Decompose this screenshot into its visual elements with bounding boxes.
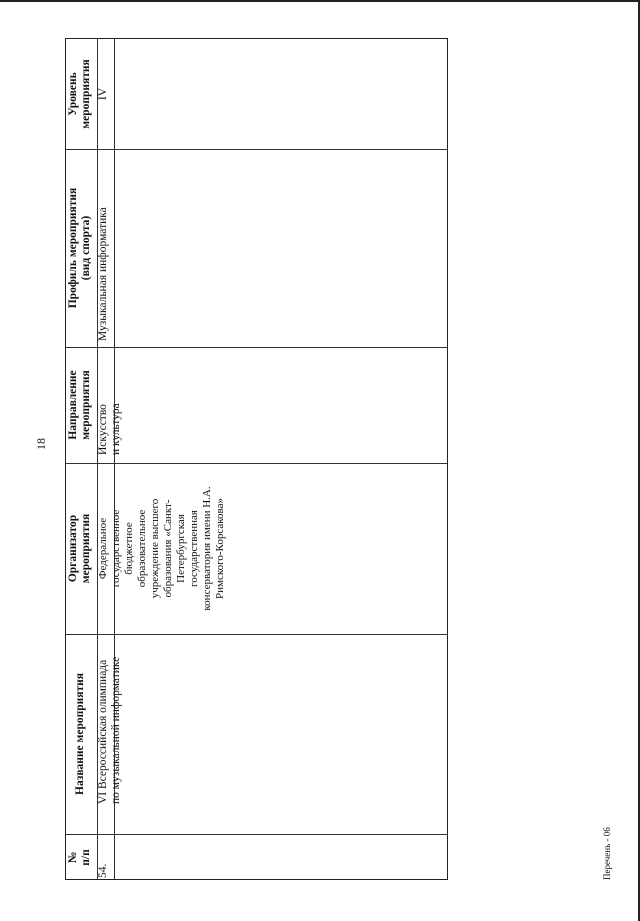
footer-note: Перечень - 06 (602, 827, 612, 880)
header-profile: Профиль мероприятия (вид спорта) (67, 187, 92, 309)
row-profile: Музыкальная информатика (97, 207, 109, 341)
row-organizer: Федеральное государственное бюджетное образовательное учреждение высшего образования «Санкт- Петербургская государственная консерватория имени Н.А. Римского-Корсакова» (97, 486, 226, 611)
header-name: Название мероприятия (74, 673, 86, 795)
row-level: IV (97, 87, 109, 101)
page-number: 18 (34, 438, 48, 450)
page-edge-top (0, 0, 640, 2)
row-direction: Искусство и культура (97, 403, 122, 455)
header-direction: Направление мероприятия (67, 370, 92, 440)
row-num: 54. (97, 863, 109, 878)
row-name: VI Всероссийская олимпиада по музыкальной информатике (97, 656, 122, 804)
header-level: Уровень мероприятия (67, 59, 92, 129)
events-table (65, 38, 448, 880)
header-organizer: Организатор мероприятия (67, 513, 92, 584)
header-num: № п/п (67, 849, 92, 866)
